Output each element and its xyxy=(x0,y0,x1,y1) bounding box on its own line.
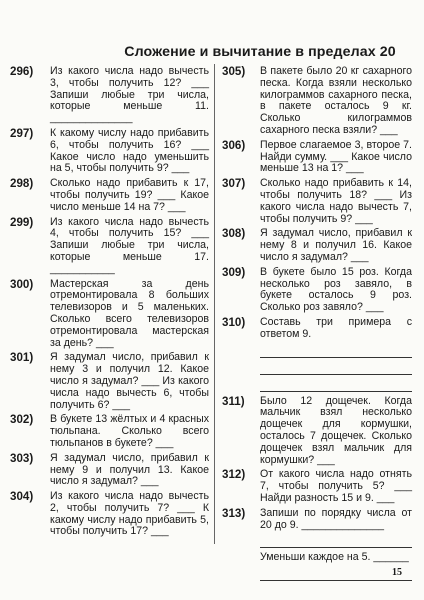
problem-303 xyxy=(10,453,209,488)
problem-number: 311) xyxy=(222,394,245,408)
problem-text: К какому числу надо прибавить 6, чтобы получить 16? ___ Какое число надо уменьшить на 5, чтобы получить 9? ___ xyxy=(50,126,209,175)
problem-number: 306) xyxy=(222,138,246,152)
problem-number: 297) xyxy=(10,126,34,140)
problem-text: В пакете было 20 кг сахарного песка. Когда взяли несколько килограммов сахарного песка, в пакете осталось 9 кг. Сколько килограммов сахарного песка взяли? ___ xyxy=(260,65,412,136)
problem-text: В букете было 15 роз. Когда несколько роз завяло, в букете осталось 9 роз. Сколько роз завяло? ___ xyxy=(260,265,412,314)
problem-312 xyxy=(222,469,412,504)
left-column xyxy=(10,66,209,541)
problem-number: 298) xyxy=(10,177,34,191)
problem-text xyxy=(260,508,412,581)
problem-text: В букете 13 жёлтых и 4 красных тюльпана. Сколько всего тюльпанов в букете? ___ xyxy=(50,413,209,449)
right-column xyxy=(222,66,412,584)
answer-line xyxy=(260,362,412,375)
problem-number: 302) xyxy=(10,413,34,427)
problem-subprompt: Уменьши каждое на 5. ______ xyxy=(260,551,409,564)
problem-prompt: Запиши по порядку числа от 20 до 9. ______________ xyxy=(260,506,412,531)
problem-309 xyxy=(222,267,412,314)
problem-304 xyxy=(10,491,209,538)
problem-311 xyxy=(222,396,412,467)
problem-number: 312) xyxy=(222,468,246,482)
problem-text: От какого числа надо отнять 7, чтобы получить 5? ___ Найди разность 15 и 9. ___ xyxy=(260,468,412,504)
problem-text: Из какого числа надо вычесть 3, чтобы получить 12? ___ Запиши любые три числа, которые меньше 11. ______________ xyxy=(50,65,209,125)
problem-number: 309) xyxy=(222,265,246,279)
answer-line xyxy=(260,535,412,548)
problem-text: Из какого числа надо вычесть 4, чтобы получить 15? ___ Запиши любые три числа, которые меньше 17. ___________ xyxy=(50,215,209,275)
problem-prompt: Составь три примера с ответом 9. xyxy=(260,315,412,340)
problem-number: 303) xyxy=(10,451,34,465)
problem-300 xyxy=(10,279,209,350)
problem-text: Первое слагаемое 3, второе 7. Найди сумму. ___ Какое число меньше 13 на 1? ___ xyxy=(260,138,412,175)
problem-number: 299) xyxy=(10,215,34,229)
page-title: Сложение и вычитание в пределах 20 xyxy=(124,44,396,60)
problem-302 xyxy=(10,414,209,449)
problem-number: 305) xyxy=(222,65,246,78)
problem-number: 296) xyxy=(10,65,34,78)
problem-text: Из какого числа надо вычесть 2, чтобы получить 7? ___ К какому числу надо прибавить 5, чтобы получить 17? ___ xyxy=(50,490,209,538)
problem-text: Было 12 дощечек. Когда мальчик взял несколько дощечек для кормушки, осталось 7 дощечек. Сколько дощечек взял мальчик для кормушки? ___ xyxy=(260,394,412,466)
problem-text: Сколько надо прибавить к 14, чтобы получить 18? ___ Из какого числа надо вычесть 7, чтобы получить 9? ___ xyxy=(260,177,412,225)
problem-number: 301) xyxy=(10,351,34,365)
problem-307 xyxy=(222,178,412,225)
problem-text: Я задумал число, прибавил к нему 3 и получил 12. Какое число я задумал? ___ Из какого числа надо вычесть 6, чтобы получить 6? ___ xyxy=(50,351,209,411)
problem-310 xyxy=(222,317,412,392)
problem-313 xyxy=(222,508,412,581)
page-number: 15 xyxy=(392,567,402,578)
problem-number: 307) xyxy=(222,177,246,191)
problem-306 xyxy=(222,140,412,175)
problem-number: 304) xyxy=(10,490,34,504)
column-divider xyxy=(214,64,215,544)
problem-number: 310) xyxy=(222,315,246,329)
problem-297 xyxy=(10,128,209,175)
problem-text: Сколько надо прибавить к 17, чтобы получить 19? ___ Какое число меньше 14 на 7? ___ xyxy=(50,177,209,213)
problem-301 xyxy=(10,352,209,411)
answer-line xyxy=(260,345,412,358)
problem-number: 300) xyxy=(10,277,34,291)
problem-text: Я задумал число, прибавил к нему 9 и получил 13. Какое число я задумал? ___ xyxy=(50,451,209,488)
answer-line xyxy=(260,379,412,392)
problem-299 xyxy=(10,217,209,276)
problem-number: 308) xyxy=(222,227,246,241)
problem-text: Я задумал число, прибавил к нему 8 и получил 16. Какое число я задумал? ___ xyxy=(260,227,412,263)
problem-text: Мастерская за день отремонтировала 8 больших телевизоров и 5 маленьких. Сколько всего телевизоров отремонтировала мастерская за день? ___ xyxy=(50,277,209,349)
problem-text xyxy=(260,317,412,392)
problem-305 xyxy=(222,66,412,137)
problem-number: 313) xyxy=(222,506,246,520)
problem-296 xyxy=(10,66,209,125)
problem-308 xyxy=(222,228,412,263)
problem-298 xyxy=(10,178,209,213)
answer-line xyxy=(260,568,412,581)
